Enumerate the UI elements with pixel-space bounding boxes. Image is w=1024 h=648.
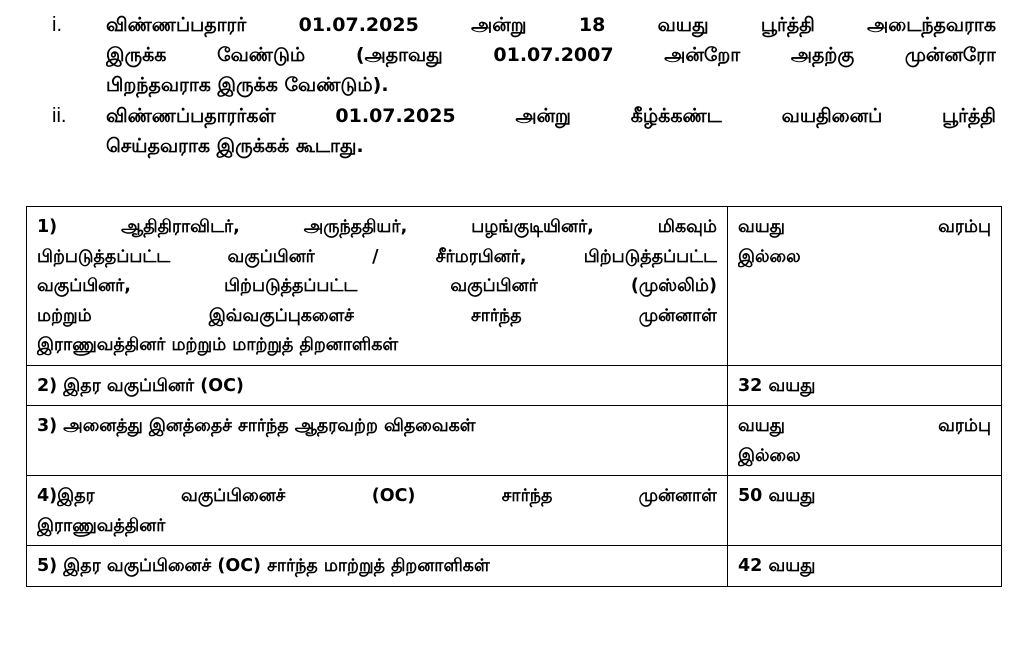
category-line: 1) ஆதிதிராவிடர், அருந்ததியர், பழங்குடியினர், மிகவும் bbox=[37, 217, 717, 237]
condition-text-line: பிறந்தவராக இருக்க வேண்டும்). bbox=[106, 74, 389, 96]
age-limit-cell bbox=[728, 476, 1002, 546]
age-limit-cell bbox=[728, 365, 1002, 406]
condition-number: i. bbox=[52, 14, 62, 36]
age-limit-cell bbox=[728, 207, 1002, 366]
condition-number: ii. bbox=[52, 105, 67, 127]
category-cell bbox=[27, 476, 728, 546]
table-row bbox=[27, 365, 1002, 406]
age-limit-line: இல்லை bbox=[738, 445, 801, 466]
age-limit-cell bbox=[728, 546, 1002, 587]
table-row bbox=[27, 546, 1002, 587]
age-limit-table bbox=[26, 206, 1002, 587]
eligibility-conditions bbox=[0, 10, 1024, 161]
category-line: பிற்படுத்தப்பட்ட வகுப்பினர் / சீர்மரபினர், பிற்படுத்தப்பட்ட bbox=[37, 246, 717, 267]
table-row bbox=[27, 406, 1002, 476]
category-cell bbox=[27, 546, 728, 587]
table-row bbox=[27, 476, 1002, 546]
category-line: 3) அனைத்து இனத்தைச் சார்ந்த ஆதரவற்ற விதவைகள் bbox=[37, 416, 476, 436]
condition-i bbox=[0, 10, 1024, 100]
category-line: இராணுவத்தினர் மற்றும் மாற்றுத் திறனாளிகள் bbox=[37, 335, 399, 355]
condition-text-line: விண்ணப்பதாரர்கள் 01.07.2025 அன்று கீழ்க்கண்ட வயதினைப் பூர்த்தி bbox=[106, 105, 996, 127]
age-limit-line: வயது வரம்பு bbox=[738, 416, 991, 436]
category-cell bbox=[27, 207, 728, 366]
age-limit-cell bbox=[728, 406, 1002, 476]
category-line: 2) இதர வகுப்பினர் (OC) bbox=[37, 375, 244, 396]
category-line: இராணுவத்தினர் bbox=[37, 515, 166, 536]
category-line: மற்றும் இவ்வகுப்புகளைச் சார்ந்த முன்னாள் bbox=[37, 305, 717, 326]
age-limit-line: வயது வரம்பு bbox=[738, 217, 991, 237]
category-cell bbox=[27, 406, 728, 476]
age-limit-line: 42 வயது bbox=[738, 556, 816, 576]
condition-ii bbox=[0, 101, 1024, 161]
category-cell bbox=[27, 365, 728, 406]
category-line: 5) இதர வகுப்பினைச் (OC) சார்ந்த மாற்றுத் திறனாளிகள் bbox=[37, 556, 490, 576]
condition-text-line: இருக்க வேண்டும் (அதாவது 01.07.2007 அன்றோ அதற்கு முன்னரோ bbox=[106, 44, 996, 66]
age-limit-line: 32 வயது bbox=[738, 375, 816, 396]
table-row bbox=[27, 207, 1002, 366]
age-limit-line: இல்லை bbox=[738, 246, 801, 267]
condition-text-line: செய்தவராக இருக்கக் கூடாது. bbox=[106, 135, 364, 157]
category-line: வகுப்பினர், பிற்படுத்தப்பட்ட வகுப்பினர் (முஸ்லிம்) bbox=[37, 276, 717, 296]
age-limit-line: 50 வயது bbox=[738, 486, 816, 506]
category-line: 4)இதர வகுப்பினைச் (OC) சார்ந்த முன்னாள் bbox=[37, 486, 717, 506]
condition-text-line: விண்ணப்பதாரர் 01.07.2025 அன்று 18 வயது பூர்த்தி அடைந்தவராக bbox=[106, 14, 996, 36]
